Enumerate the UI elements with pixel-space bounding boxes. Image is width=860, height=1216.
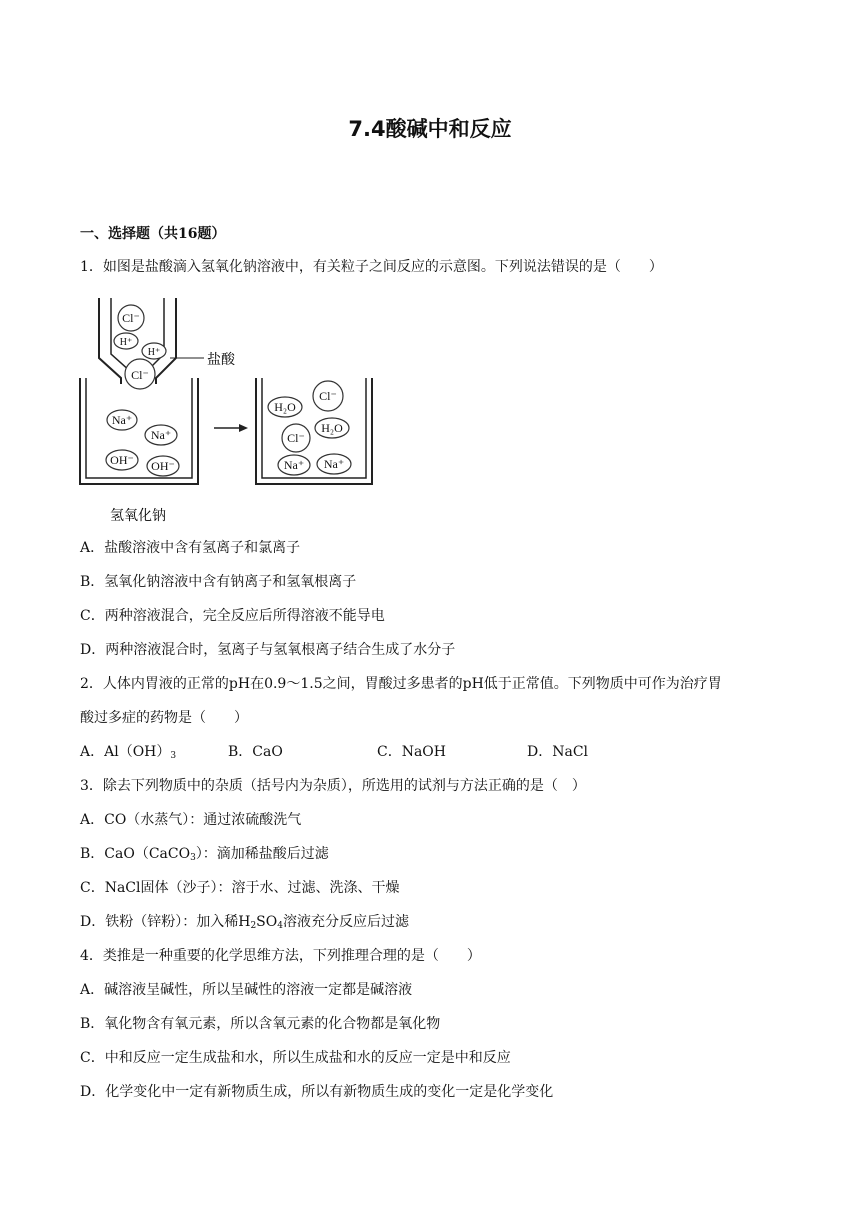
ion-label: Na⁺ (111, 413, 133, 427)
question-2-option-c: C．NaOH (377, 744, 446, 760)
question-3-option-c: C．NaCl固体（沙子）：溶于水、过滤、洗涤、干燥 (80, 880, 400, 896)
page-title: 7.4酸碱中和反应 (348, 117, 512, 141)
ion-label: H₂O (274, 400, 296, 414)
question-3-option-b: B．CaO（CaCO$_3$）：滴加稀盐酸后过滤 (80, 846, 329, 863)
left-beaker (80, 378, 198, 484)
question-4-option-d: D．化学变化中一定有新物质生成，所以有新物质生成的变化一定是化学变化 (80, 1084, 554, 1100)
question-4-option-b: B．氧化物含有氧元素，所以含氧元素的化合物都是氧化物 (80, 1016, 441, 1032)
ion-label: Cl⁻ (122, 311, 140, 325)
ion-label: Na⁺ (323, 457, 345, 471)
ion-label: Na⁺ (150, 428, 172, 442)
ion-label: Cl⁻ (319, 389, 337, 403)
ion-label: OH⁻ (110, 453, 134, 467)
question-3-stem: 3．除去下列物质中的杂质（括号内为杂质），所选用的试剂与方法正确的是（ ） (80, 778, 586, 794)
question-1-option-d: D．两种溶液混合时，氢离子与氢氧根离子结合生成了水分子 (80, 642, 456, 658)
question-2-stem-line2: 酸过多症的药物是（ ） (80, 710, 248, 726)
question-2-option-b: B．CaO (228, 744, 283, 760)
hcl-label: 盐酸 (207, 352, 235, 368)
ion-label: H⁺ (147, 347, 161, 358)
reaction-arrow (214, 424, 248, 432)
ion-label: H₂O (321, 421, 343, 435)
question-4-stem: 4．类推是一种重要的化学思维方法，下列推理合理的是（ ） (80, 948, 481, 964)
question-1-option-c: C．两种溶液混合，完全反应后所得溶液不能导电 (80, 608, 385, 624)
ion-label: H⁺ (119, 337, 133, 348)
question-2-option-d: D．NaCl (527, 744, 589, 760)
question-1-option-a: A．盐酸溶液中含有氢离子和氯离子 (80, 540, 301, 556)
question-4-option-c: C．中和反应一定生成盐和水，所以生成盐和水的反应一定是中和反应 (80, 1050, 511, 1066)
question-4-option-a: A．碱溶液呈碱性，所以呈碱性的溶液一定都是碱溶液 (80, 982, 413, 998)
ion-label: Cl⁻ (287, 431, 305, 445)
question-2-option-a: A．$Al(OH)_3$ (80, 744, 177, 761)
dropper-right-wall (156, 298, 176, 384)
ion-label: Na⁺ (283, 458, 305, 472)
question-3-option-d: D．铁粉（锌粉）：加入稀$H_2SO_4$溶液充分反应后过滤 (80, 914, 409, 931)
ion-label: OH⁻ (151, 459, 175, 473)
naoh-label: 氢氧化钠 (110, 508, 166, 524)
question-2-stem-line1: 2．人体内胃液的正常的pH在0.9～1.5之间，胃酸过多患者的pH低于正常值。下列物质中可作为治疗胃 (80, 676, 722, 692)
ion-label: Cl⁻ (131, 368, 149, 382)
question-1-option-b: B．氢氧化钠溶液中含有钠离子和氢氧根离子 (80, 574, 357, 590)
reaction-diagram (76, 294, 386, 526)
question-3-option-a: A．CO（水蒸气）：通过浓硫酸洗气 (80, 812, 302, 828)
section-heading: 一、选择题（共16题） (80, 226, 226, 242)
question-1-stem: 1．如图是盐酸滴入氢氧化钠溶液中，有关粒子之间反应的示意图。下列说法错误的是（ ） (80, 259, 663, 275)
